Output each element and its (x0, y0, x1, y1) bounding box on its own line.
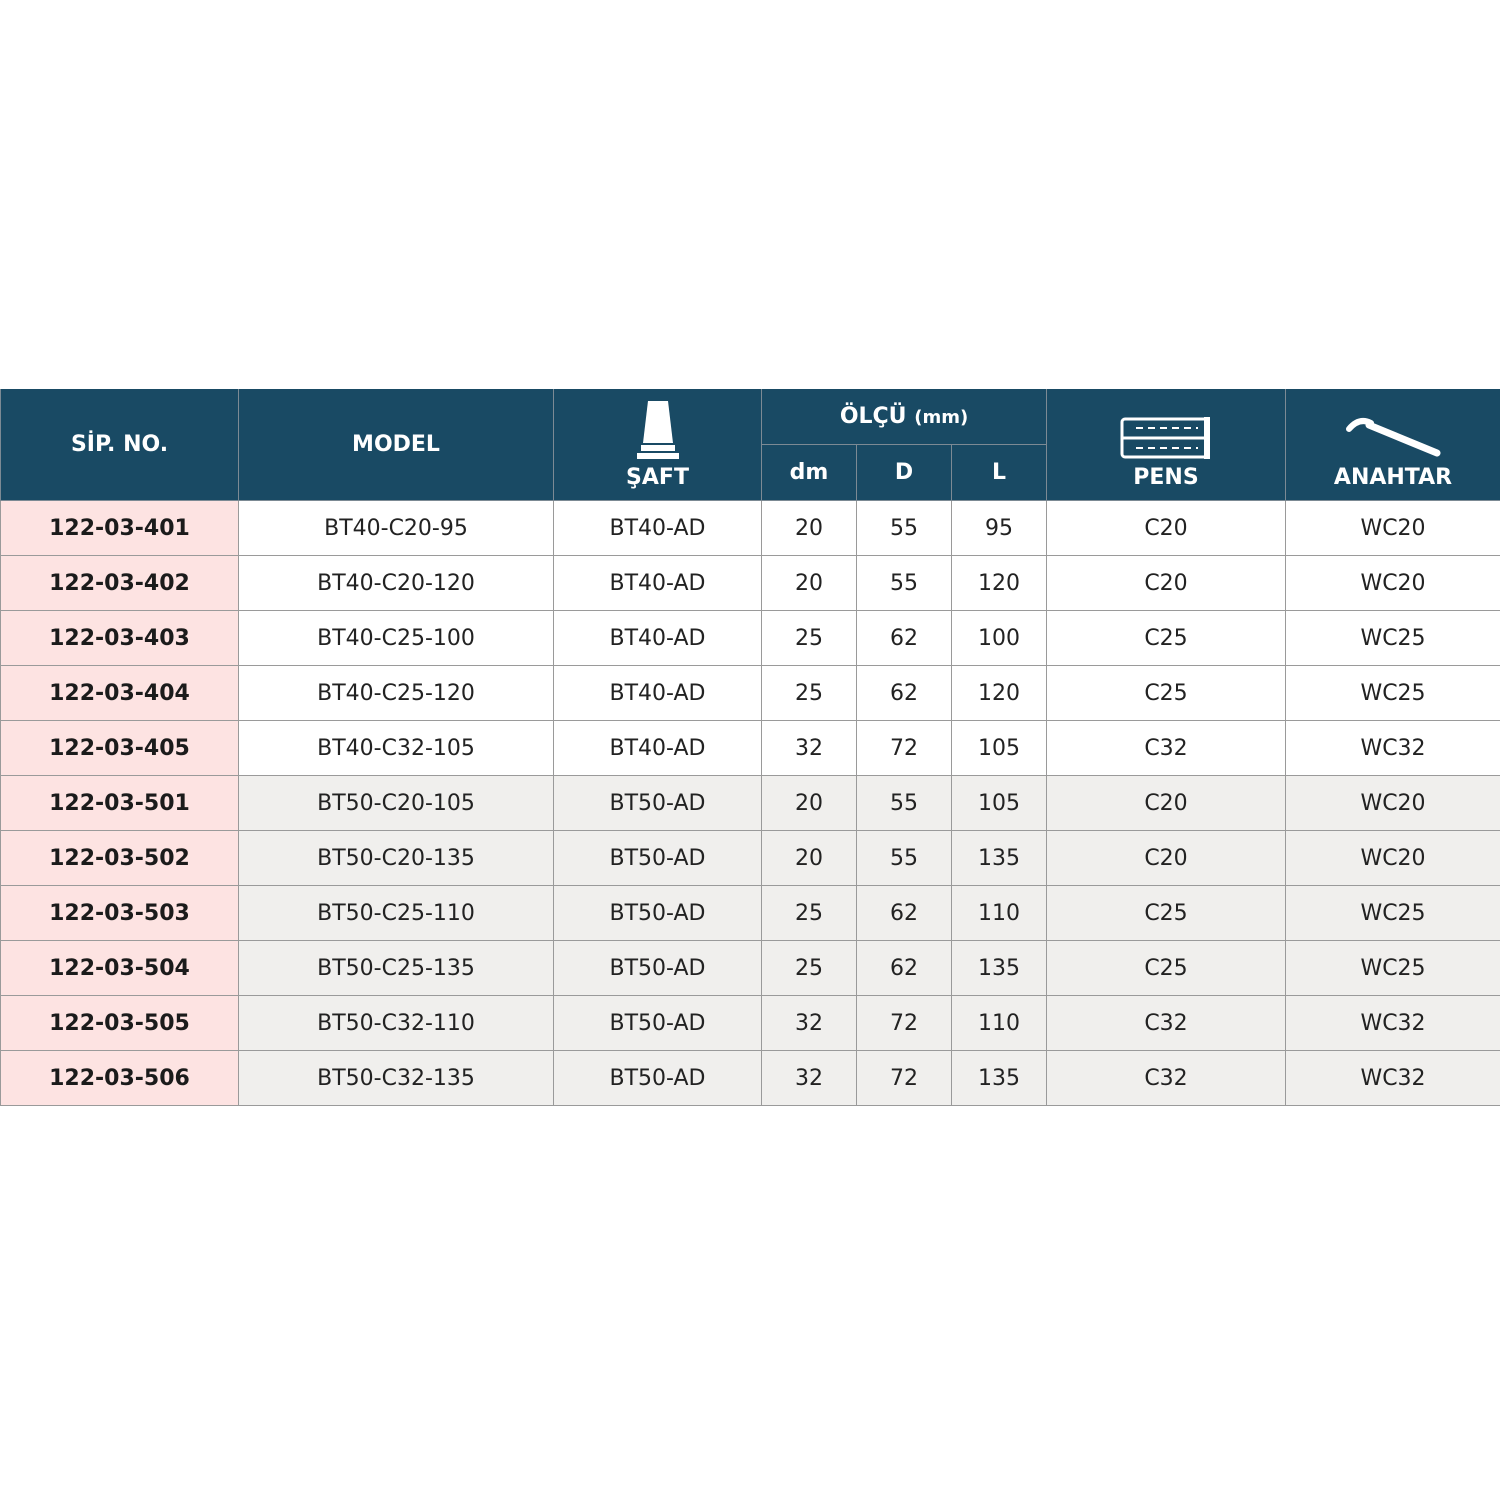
table-row (1, 501, 1500, 556)
cell-model: BT40-C25-100 (239, 611, 554, 666)
spec-table (0, 389, 1500, 1106)
cell-l: 110 (952, 996, 1047, 1051)
cell-d: 55 (857, 831, 952, 886)
table-row (1, 941, 1500, 996)
cell-anahtar: WC25 (1286, 611, 1500, 666)
cell-dm: 25 (762, 886, 857, 941)
header-pens-label: PENS (1133, 465, 1199, 490)
taper-shank-icon (634, 399, 682, 461)
cell-model: BT50-C20-105 (239, 776, 554, 831)
cell-l: 135 (952, 831, 1047, 886)
cell-l: 135 (952, 941, 1047, 996)
cell-model: BT50-C32-110 (239, 996, 554, 1051)
cell-dm: 20 (762, 776, 857, 831)
cell-d: 62 (857, 941, 952, 996)
cell-sip-no: 122-03-402 (1, 556, 239, 611)
cell-l: 120 (952, 556, 1047, 611)
header-shaft (554, 389, 762, 501)
cell-shaft: BT40-AD (554, 556, 762, 611)
cell-d: 62 (857, 611, 952, 666)
cell-dm: 32 (762, 996, 857, 1051)
cell-sip-no: 122-03-404 (1, 666, 239, 721)
cell-d: 72 (857, 1051, 952, 1106)
table-row (1, 831, 1500, 886)
header-model: MODEL (239, 389, 554, 501)
cell-model: BT40-C25-120 (239, 666, 554, 721)
collet-icon (1118, 415, 1214, 461)
cell-anahtar: WC25 (1286, 941, 1500, 996)
header-dm: dm (762, 445, 857, 501)
cell-model: BT50-C25-110 (239, 886, 554, 941)
cell-anahtar: WC25 (1286, 666, 1500, 721)
cell-dm: 20 (762, 831, 857, 886)
cell-pens: C25 (1047, 941, 1286, 996)
cell-sip-no: 122-03-503 (1, 886, 239, 941)
cell-anahtar: WC32 (1286, 1051, 1500, 1106)
table-row (1, 721, 1500, 776)
table-row (1, 1051, 1500, 1106)
cell-shaft: BT50-AD (554, 886, 762, 941)
header-d: D (857, 445, 952, 501)
cell-l: 110 (952, 886, 1047, 941)
cell-dm: 25 (762, 941, 857, 996)
cell-sip-no: 122-03-502 (1, 831, 239, 886)
cell-d: 62 (857, 666, 952, 721)
table-row (1, 776, 1500, 831)
cell-pens: C20 (1047, 831, 1286, 886)
cell-pens: C25 (1047, 886, 1286, 941)
cell-shaft: BT40-AD (554, 501, 762, 556)
cell-pens: C25 (1047, 666, 1286, 721)
cell-pens: C20 (1047, 501, 1286, 556)
cell-d: 72 (857, 996, 952, 1051)
cell-shaft: BT40-AD (554, 666, 762, 721)
cell-shaft: BT50-AD (554, 941, 762, 996)
cell-pens: C32 (1047, 1051, 1286, 1106)
cell-anahtar: WC25 (1286, 886, 1500, 941)
cell-shaft: BT50-AD (554, 776, 762, 831)
cell-dm: 20 (762, 501, 857, 556)
cell-anahtar: WC20 (1286, 776, 1500, 831)
header-sip-no: SİP. NO. (1, 389, 239, 501)
cell-shaft: BT50-AD (554, 1051, 762, 1106)
cell-anahtar: WC32 (1286, 721, 1500, 776)
cell-sip-no: 122-03-401 (1, 501, 239, 556)
cell-d: 72 (857, 721, 952, 776)
cell-anahtar: WC20 (1286, 501, 1500, 556)
cell-l: 105 (952, 776, 1047, 831)
cell-sip-no: 122-03-403 (1, 611, 239, 666)
cell-dm: 32 (762, 1051, 857, 1106)
cell-dm: 20 (762, 556, 857, 611)
header-olcu-unit: (mm) (914, 407, 969, 428)
cell-model: BT40-C32-105 (239, 721, 554, 776)
cell-sip-no: 122-03-505 (1, 996, 239, 1051)
table-body (1, 501, 1500, 1106)
cell-anahtar: WC20 (1286, 831, 1500, 886)
cell-l: 105 (952, 721, 1047, 776)
hook-wrench-icon (1343, 415, 1443, 461)
cell-model: BT40-C20-95 (239, 501, 554, 556)
cell-dm: 25 (762, 611, 857, 666)
cell-pens: C25 (1047, 611, 1286, 666)
cell-dm: 32 (762, 721, 857, 776)
cell-model: BT40-C20-120 (239, 556, 554, 611)
table-row (1, 886, 1500, 941)
header-olcu-label: ÖLÇÜ (839, 404, 907, 429)
cell-l: 135 (952, 1051, 1047, 1106)
header-anahtar (1286, 389, 1500, 501)
cell-model: BT50-C20-135 (239, 831, 554, 886)
table-row (1, 611, 1500, 666)
cell-shaft: BT50-AD (554, 996, 762, 1051)
cell-model: BT50-C32-135 (239, 1051, 554, 1106)
cell-shaft: BT50-AD (554, 831, 762, 886)
cell-l: 120 (952, 666, 1047, 721)
cell-sip-no: 122-03-501 (1, 776, 239, 831)
table-row (1, 556, 1500, 611)
cell-pens: C20 (1047, 556, 1286, 611)
header-shaft-label: ŞAFT (626, 465, 689, 490)
cell-dm: 25 (762, 666, 857, 721)
table-row (1, 996, 1500, 1051)
header-row-top (1, 389, 1500, 445)
header-anahtar-label: ANAHTAR (1333, 465, 1453, 490)
cell-pens: C20 (1047, 776, 1286, 831)
cell-d: 62 (857, 886, 952, 941)
cell-sip-no: 122-03-506 (1, 1051, 239, 1106)
header-olcu (762, 389, 1047, 445)
cell-l: 95 (952, 501, 1047, 556)
header-pens (1047, 389, 1286, 501)
header-l: L (952, 445, 1047, 501)
cell-shaft: BT40-AD (554, 721, 762, 776)
cell-sip-no: 122-03-504 (1, 941, 239, 996)
cell-pens: C32 (1047, 996, 1286, 1051)
table-row (1, 666, 1500, 721)
cell-d: 55 (857, 501, 952, 556)
cell-l: 100 (952, 611, 1047, 666)
cell-pens: C32 (1047, 721, 1286, 776)
cell-anahtar: WC20 (1286, 556, 1500, 611)
cell-anahtar: WC32 (1286, 996, 1500, 1051)
cell-d: 55 (857, 776, 952, 831)
cell-shaft: BT40-AD (554, 611, 762, 666)
cell-sip-no: 122-03-405 (1, 721, 239, 776)
cell-d: 55 (857, 556, 952, 611)
cell-model: BT50-C25-135 (239, 941, 554, 996)
